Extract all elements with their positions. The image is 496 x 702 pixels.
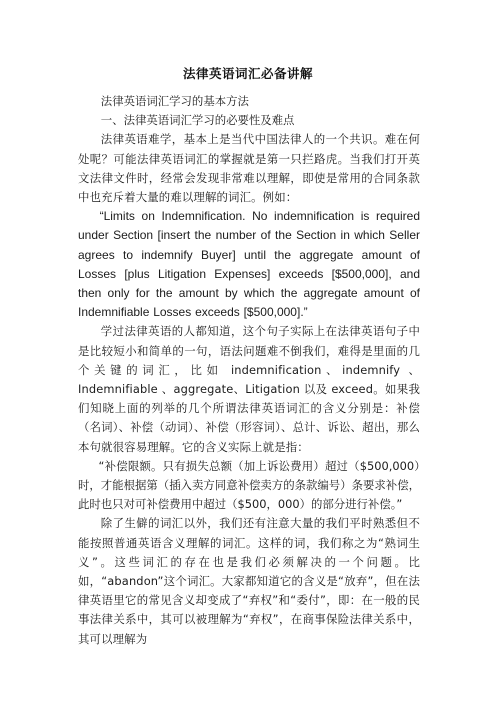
document-title: 法律英语词汇必备讲解 [182,66,313,81]
paragraph-subheading: 一、法律英语词汇学习的必要性及难点 [100,113,295,128]
paragraph-section-heading: 法律英语词汇学习的基本方法 [100,94,249,108]
paragraph-english-quote: “Limits on Indemnification. No indemnification is required under Section [insert the number of the Section in which Seller agrees to indemnify Buyer] until the aggregate amount of Losses [plus Litigation Expenses] exceeds [$500,000], and then only for the amount by which the aggregate amount of Indemnifiable Losses exceeds [$500,000].” [78,209,420,320]
document-body [78,92,420,649]
paragraph-intro: 法律英语难学，基本上是当代中国法律人的一个共识。难在何处呢？可能法律英语词汇的掌握就是第一只拦路虎。当我们打开英文法律文件时，经常会发现非常难以理解，即使是常用的合同条款中也充斥着大量的难以理解的词汇。例如： [78,132,420,205]
paragraph-familiar-words: 除了生僻的词汇以外，我们还有注意大量的我们平时熟悉但不能按照普通英语含义理解的词汇。这样的词，我们称之为“熟词生义”。这些词汇的存在也是我们必须解决的一个问题。比如，“abandon”这个词汇。大家都知道它的含义是“放弃”，但在法律英语里它的常见含义却变成了“弃权”和“委付”，即：在一般的民事法律关系中，其可以被理解为“弃权”，在商事保险法律关系中，其可以理解为 [78,516,420,646]
paragraph-chinese-translation: “补偿限额。只有损失总额（加上诉讼费用）超过（$500,000）时，才能根据第（插入卖方同意补偿卖方的条款编号）条要求补偿，此时也只对可补偿费用中超过（$500，000）的部分进行补偿。” [78,458,420,512]
paragraph-explanation: 学过法律英语的人都知道，这个句子实际上在法律英语句子中是比较短小和简单的一句，语法问题难不倒我们，难得是里面的几个关键的词汇，比如 indemnification、indemnify 、Indemnifiable 、aggregate、Litigation 以及 exceed。如果我们知晓上面的列举的几个所谓法律英语词汇的含义分别是：补偿（名词）、补偿（动词）、补偿（形容词）、总计、诉讼、超出，那么本句就很容易理解。它的含义实际上就是指： [78,324,420,454]
